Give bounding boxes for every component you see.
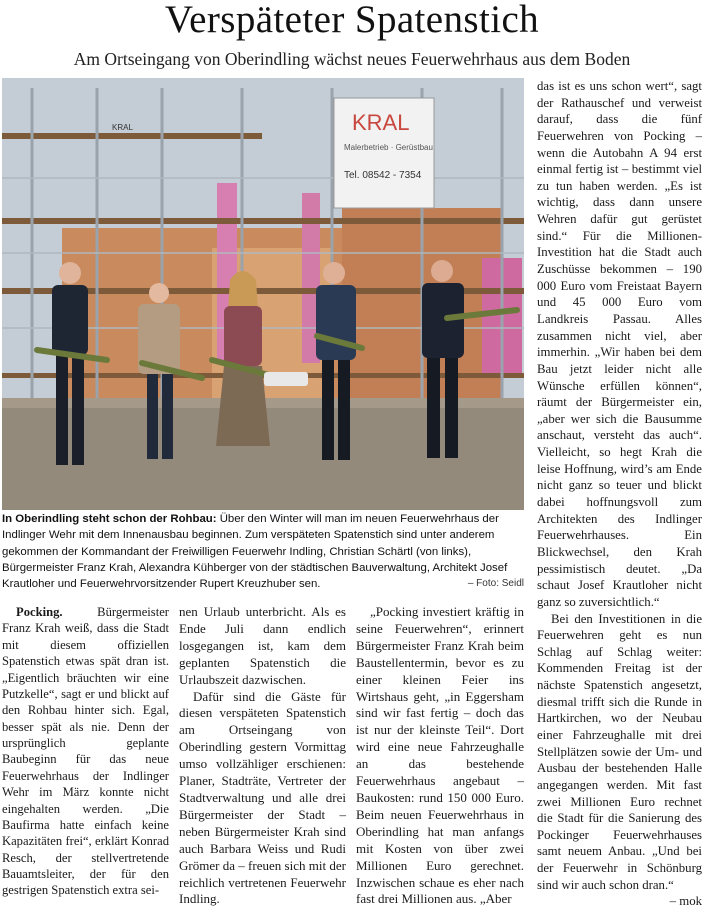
column-2-paragraph-1: nen Urlaub unterbricht. Als es Ende Juli dann endlich losgegangen ist, kam dem geplanten Spatenstich die Urlaubszeit dazwischen. (179, 604, 346, 687)
column-4-paragraph-1: das ist es uns schon wert“, sagt der Rathauschef und verweist darauf, dass die fünf Feuerwehren von Pocking – wenn die Autobahn A 94 erst einmal fertig ist – bestimmt viel zu tun haben werden. „Es ist wichtig, dass dann unsere Wehren dafür gut gerüstet sind.“ Für die Millionen-Investition hat die Stadt auch Zuschüsse bekommen – 190 000 Euro vom Freistaat Bayern und 45 000 Euro vom Landkreis Passau. Alles zusammen nicht viel, aber immerhin. „Wir haben bei dem Bau jetzt leider nicht alle Wünsche erfüllen können“, räumt der Bürgermeister ein, „aber wer sich die Bausumme anschaut, versteht das auch“. Vielleicht, so hegt Krah die leise Hoffnung, wird’s am Ende nicht ganz so teuer und blickt dabei hoffnungsvoll zum Architekten des Indlinger Feuerwehrhauses. Ein Blickwechsel, den Krah pessimistisch deutet. „Da schaut Josef Krautloher nicht ganz so zuversichtlich.“ (537, 79, 702, 609)
body-column-1 (2, 604, 169, 899)
column-2-paragraph-2: Dafür sind die Gäste für diesen verspäteten Spatenstich am Ortseingang von Oberindling gestern Vormittag umso vollzähliger erschienen: Planer, Stadträte, Vertreter der Stadtverwaltung und alle drei Bürgermeister der Stadt – neben Bürgermeister Krah sind auch Barbara Weiss und Rudi Grömer da – freuen sich mit der reichlich vertretenen Feuerwehr Indling. (179, 688, 346, 907)
column-4-paragraph-2: Bei den Investitionen in die Feuerwehren geht es nun Schlag auf Schlag weiter: Kommenden Freitag ist der nächste Spatenstich angesetzt, diesmal trifft sich die Runde in Hartkirchen, wo der Neubau einer Fahrzeughalle mit drei Stellplätzen sowie der Um- und Ausbau der bestehenden Halle angegangen werden. Mit fast zwei Millionen Euro rechnet die Stadt für die Sanierung des Pockinger Feuerwehrhauses samt neuem Anbau. „Und bei der Feuerwehr in Schönburg sind wir auch schon dran.“ (537, 611, 702, 892)
article-photo (2, 78, 524, 510)
headline: Verspäteter Spatenstich (164, 0, 540, 41)
photo-caption (2, 511, 524, 592)
subheadline: Am Ortseingang von Oberindling wächst neues Feuerwehrhaus aus dem Boden (73, 49, 631, 69)
column-1-paragraph: Bürgermeister Franz Krah weiß, dass die Stadt mit diesem offiziellen Spatenstich etwas spät dran ist. „Eigentlich bräuchten wir eine Putzkelle“, sagt er und blickt auf den Rohbau hinter sich. Egal, besser spät als nie. Denn der ursprünglich geplante Baubeginn für das neue Feuerwehrhaus der Indlinger Wehr im März konnte nicht eingehalten werden. „Die Baufirma hatte einfach keine Kapazitäten frei“, erklärt Konrad Resch, der stellvertretende Bauamtsleiter, der für den gestrigen Spatenstich extra sei- (2, 605, 169, 898)
caption-text: Über den Winter will man im neuen Feuerwehrhaus der Indlinger Wehr mit dem Innenausbau beginnen. Zum verspäteten Spatenstich sind unter anderem gekommen der Kommandant der Freiwilligen Feuerwehr Indling, Christian Schärtl (von links), Bürgermeister Franz Krah, Alexandra Kühberger von der städtischen Bauverwaltung, Architekt Josef Krautloher und Feuerwehrvorsitzender Rupert Kreuzhuber sen. (2, 513, 508, 591)
banner-trade: Malerbetrieb · Gerüstbau (344, 143, 433, 152)
column-3-paragraph: „Pocking investiert kräftig in seine Feuerwehren“, erinnert Bürgermeister Franz Krah beim Baustellentermin, bevor es zu einer kleinen Feier ins Wirtshaus geht, „in Eggersham sind wir fast fertig – doch das ist nur der kleinste Teil“. Dort wird eine neue Fahrzeughalle an das bestehende Feuerwehrhaus angebaut – Baukosten: rund 150 000 Euro. Beim neuen Feuerwehrhaus in Oberindling hat man anfangs mit Kosten von über zwei Millionen Euro gerechnet. Inzwischen schaue es eher nach fast drei Millionen aus. „Aber (356, 604, 524, 907)
photo-credit: – Foto: Seidl (467, 578, 524, 590)
caption-lead: In Oberindling steht schon der Rohbau: (2, 513, 217, 525)
scaffold-tag: KRAL (112, 123, 133, 132)
body-column-4 (537, 78, 702, 910)
author-byline: – mok (669, 894, 702, 909)
banner-phone: Tel. 08542 - 7354 (344, 170, 422, 181)
banner-company: KRAL (352, 110, 410, 135)
body-column-3 (356, 604, 524, 908)
dateline: Pocking. (16, 605, 63, 619)
body-column-2 (179, 604, 346, 908)
